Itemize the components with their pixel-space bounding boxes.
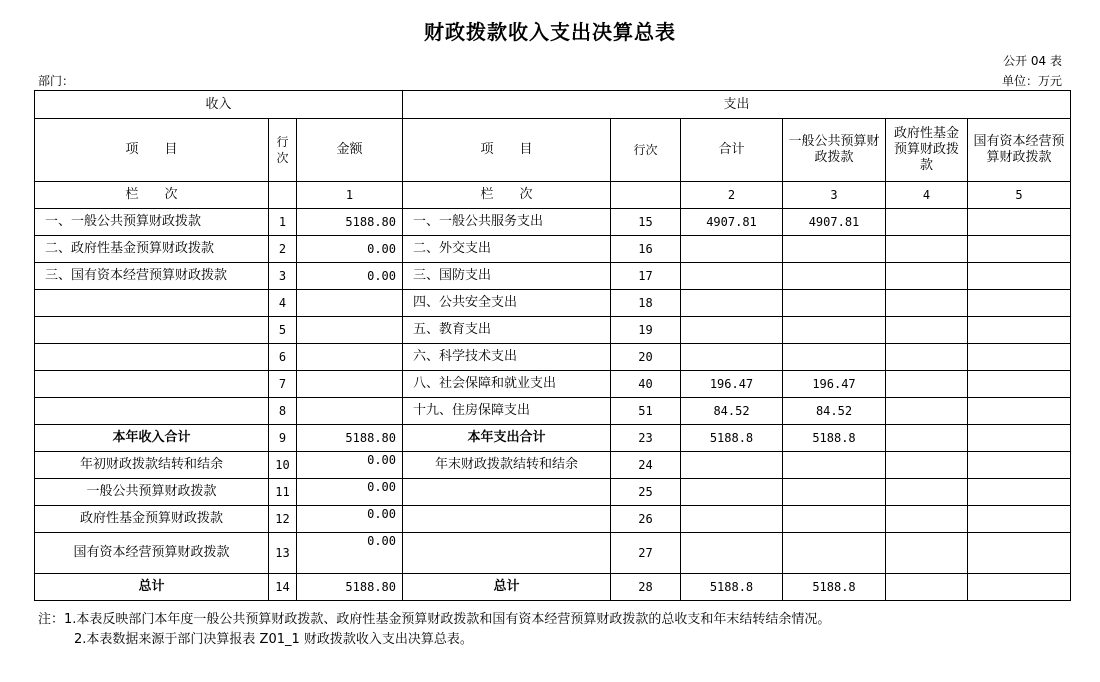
note-2: 2.本表数据来源于部门决算报表 Z01_1 财政拨款收入支出决算总表。 bbox=[74, 632, 473, 647]
table-row bbox=[35, 371, 1071, 398]
department-label: 部门： bbox=[38, 74, 75, 88]
unit-label: 单位：万元 bbox=[1001, 74, 1062, 88]
cell-fund bbox=[886, 317, 968, 344]
cell-in-item bbox=[35, 398, 269, 425]
cell-fund bbox=[886, 263, 968, 290]
cell-state bbox=[968, 290, 1071, 317]
cell-total bbox=[681, 533, 783, 574]
cell-in-item: 二、政府性基金预算财政拨款 bbox=[35, 236, 269, 263]
table-row bbox=[35, 574, 1071, 601]
cell-fund bbox=[886, 425, 968, 452]
col-number-1: 1 bbox=[297, 182, 403, 209]
cell-ex-no: 16 bbox=[611, 236, 681, 263]
cell-in-no: 11 bbox=[269, 479, 297, 506]
cell-ex-no: 26 bbox=[611, 506, 681, 533]
cell-in-amt bbox=[297, 398, 403, 425]
income-header: 收入 bbox=[35, 91, 403, 119]
col-label-right: 栏 次 bbox=[403, 182, 611, 209]
cell-ex-item: 三、国防支出 bbox=[403, 263, 611, 290]
fiscal-summary-table bbox=[34, 90, 1071, 601]
cell-fund bbox=[886, 533, 968, 574]
cell-in-no: 1 bbox=[269, 209, 297, 236]
cell-in-item bbox=[35, 317, 269, 344]
cell-fund bbox=[886, 398, 968, 425]
cell-ex-item bbox=[403, 533, 611, 574]
income-item-header: 项 目 bbox=[35, 119, 269, 182]
cell-ex-no: 40 bbox=[611, 371, 681, 398]
cell-in-amt bbox=[297, 290, 403, 317]
cell-general: 4907.81 bbox=[783, 209, 886, 236]
col-number-4: 4 bbox=[886, 182, 968, 209]
table-row bbox=[35, 506, 1071, 533]
cell-general bbox=[783, 479, 886, 506]
cell-total bbox=[681, 317, 783, 344]
cell-ex-no: 20 bbox=[611, 344, 681, 371]
cell-in-item: 总计 bbox=[35, 574, 269, 601]
cell-fund bbox=[886, 290, 968, 317]
cell-in-no: 8 bbox=[269, 398, 297, 425]
cell-state bbox=[968, 236, 1071, 263]
cell-general: 5188.8 bbox=[783, 425, 886, 452]
cell-in-amt: 5188.80 bbox=[297, 574, 403, 601]
cell-general bbox=[783, 317, 886, 344]
table-row bbox=[35, 479, 1071, 506]
table-row bbox=[35, 236, 1071, 263]
cell-general bbox=[783, 290, 886, 317]
cell-in-item: 一、一般公共预算财政拨款 bbox=[35, 209, 269, 236]
table-row bbox=[35, 452, 1071, 479]
cell-in-amt: 5188.80 bbox=[297, 209, 403, 236]
cell-in-no: 14 bbox=[269, 574, 297, 601]
cell-general: 84.52 bbox=[783, 398, 886, 425]
table-row bbox=[35, 344, 1071, 371]
cell-state bbox=[968, 506, 1071, 533]
cell-in-amt: 0.00 bbox=[297, 506, 403, 533]
cell-total: 4907.81 bbox=[681, 209, 783, 236]
cell-general bbox=[783, 506, 886, 533]
cell-in-amt: 0.00 bbox=[297, 452, 403, 479]
cell-in-item: 国有资本经营预算财政拨款 bbox=[35, 533, 269, 574]
cell-ex-item: 八、社会保障和就业支出 bbox=[403, 371, 611, 398]
expense-header: 支出 bbox=[403, 91, 1071, 119]
cell-fund bbox=[886, 236, 968, 263]
state-capital-header: 国有资本经营预算财政拨款 bbox=[968, 119, 1071, 182]
cell-fund bbox=[886, 371, 968, 398]
cell-in-amt: 0.00 bbox=[297, 263, 403, 290]
cell-state bbox=[968, 533, 1071, 574]
cell-in-amt: 0.00 bbox=[297, 479, 403, 506]
cell-ex-item: 年末财政拨款结转和结余 bbox=[403, 452, 611, 479]
cell-in-item bbox=[35, 344, 269, 371]
cell-ex-no: 15 bbox=[611, 209, 681, 236]
cell-fund bbox=[886, 479, 968, 506]
cell-general: 196.47 bbox=[783, 371, 886, 398]
cell-ex-no: 25 bbox=[611, 479, 681, 506]
cell-fund bbox=[886, 344, 968, 371]
cell-total bbox=[681, 344, 783, 371]
table-row bbox=[35, 398, 1071, 425]
cell-in-item: 本年收入合计 bbox=[35, 425, 269, 452]
cell-fund bbox=[886, 209, 968, 236]
table-row bbox=[35, 290, 1071, 317]
cell-fund bbox=[886, 506, 968, 533]
cell-in-amt bbox=[297, 317, 403, 344]
cell-ex-no: 19 bbox=[611, 317, 681, 344]
cell-general bbox=[783, 344, 886, 371]
cell-general bbox=[783, 236, 886, 263]
cell-ex-item: 二、外交支出 bbox=[403, 236, 611, 263]
income-line-no-header: 行次 bbox=[269, 119, 297, 182]
empty-cell bbox=[611, 182, 681, 209]
cell-ex-no: 17 bbox=[611, 263, 681, 290]
cell-total bbox=[681, 236, 783, 263]
cell-ex-item: 总计 bbox=[403, 574, 611, 601]
cell-state bbox=[968, 452, 1071, 479]
cell-in-item: 政府性基金预算财政拨款 bbox=[35, 506, 269, 533]
cell-ex-item: 一、一般公共服务支出 bbox=[403, 209, 611, 236]
notes bbox=[38, 610, 830, 650]
cell-state bbox=[968, 574, 1071, 601]
cell-in-amt: 0.00 bbox=[297, 236, 403, 263]
cell-total: 84.52 bbox=[681, 398, 783, 425]
fund-budget-header: 政府性基金预算财政拨款 bbox=[886, 119, 968, 182]
col-number-3: 3 bbox=[783, 182, 886, 209]
cell-in-item bbox=[35, 371, 269, 398]
cell-state bbox=[968, 209, 1071, 236]
cell-in-amt bbox=[297, 371, 403, 398]
cell-ex-item: 十九、住房保障支出 bbox=[403, 398, 611, 425]
empty-cell bbox=[269, 182, 297, 209]
col-label-left: 栏 次 bbox=[35, 182, 269, 209]
cell-in-amt: 5188.80 bbox=[297, 425, 403, 452]
cell-in-no: 9 bbox=[269, 425, 297, 452]
cell-in-item: 年初财政拨款结转和结余 bbox=[35, 452, 269, 479]
cell-state bbox=[968, 344, 1071, 371]
cell-state bbox=[968, 263, 1071, 290]
cell-ex-item: 四、公共安全支出 bbox=[403, 290, 611, 317]
table-row bbox=[35, 533, 1071, 574]
cell-ex-item bbox=[403, 506, 611, 533]
cell-state bbox=[968, 317, 1071, 344]
general-budget-header: 一般公共预算财政拨款 bbox=[783, 119, 886, 182]
cell-ex-no: 27 bbox=[611, 533, 681, 574]
cell-in-no: 7 bbox=[269, 371, 297, 398]
note-1: 注：1.本表反映部门本年度一般公共预算财政拨款、政府性基金预算财政拨款和国有资本经营预算财政拨款的总收支和年末结转结余情况。 bbox=[38, 612, 831, 627]
cell-in-no: 12 bbox=[269, 506, 297, 533]
cell-in-amt bbox=[297, 344, 403, 371]
cell-in-no: 13 bbox=[269, 533, 297, 574]
cell-in-no: 6 bbox=[269, 344, 297, 371]
cell-in-no: 4 bbox=[269, 290, 297, 317]
cell-in-no: 5 bbox=[269, 317, 297, 344]
table-row bbox=[35, 317, 1071, 344]
cell-total bbox=[681, 452, 783, 479]
report-title: 财政拨款收入支出决算总表 bbox=[424, 20, 676, 44]
cell-state bbox=[968, 398, 1071, 425]
cell-in-amt: 0.00 bbox=[297, 533, 403, 574]
table-row bbox=[35, 425, 1071, 452]
table-body bbox=[35, 209, 1071, 601]
cell-general bbox=[783, 533, 886, 574]
cell-in-item bbox=[35, 290, 269, 317]
cell-general: 5188.8 bbox=[783, 574, 886, 601]
cell-total bbox=[681, 506, 783, 533]
table-row bbox=[35, 209, 1071, 236]
cell-state bbox=[968, 425, 1071, 452]
cell-general bbox=[783, 263, 886, 290]
cell-in-no: 10 bbox=[269, 452, 297, 479]
cell-fund bbox=[886, 574, 968, 601]
cell-general bbox=[783, 452, 886, 479]
cell-ex-no: 51 bbox=[611, 398, 681, 425]
cell-ex-no: 28 bbox=[611, 574, 681, 601]
cell-total bbox=[681, 479, 783, 506]
cell-total: 5188.8 bbox=[681, 425, 783, 452]
cell-ex-no: 18 bbox=[611, 290, 681, 317]
amount-header: 金额 bbox=[297, 119, 403, 182]
cell-fund bbox=[886, 452, 968, 479]
cell-state bbox=[968, 479, 1071, 506]
cell-total: 196.47 bbox=[681, 371, 783, 398]
cell-ex-item: 本年支出合计 bbox=[403, 425, 611, 452]
expense-item-header: 项 目 bbox=[403, 119, 611, 182]
expense-line-no-header: 行次 bbox=[611, 119, 681, 182]
cell-in-no: 3 bbox=[269, 263, 297, 290]
col-number-5: 5 bbox=[968, 182, 1071, 209]
col-number-2: 2 bbox=[681, 182, 783, 209]
form-code: 公开 04 表 bbox=[1003, 54, 1062, 68]
cell-total bbox=[681, 263, 783, 290]
cell-in-item: 三、国有资本经营预算财政拨款 bbox=[35, 263, 269, 290]
cell-state bbox=[968, 371, 1071, 398]
cell-ex-item: 五、教育支出 bbox=[403, 317, 611, 344]
cell-in-item: 一般公共预算财政拨款 bbox=[35, 479, 269, 506]
cell-total: 5188.8 bbox=[681, 574, 783, 601]
cell-ex-item: 六、科学技术支出 bbox=[403, 344, 611, 371]
cell-ex-no: 24 bbox=[611, 452, 681, 479]
table-row bbox=[35, 263, 1071, 290]
cell-total bbox=[681, 290, 783, 317]
total-header: 合计 bbox=[681, 119, 783, 182]
cell-in-no: 2 bbox=[269, 236, 297, 263]
cell-ex-item bbox=[403, 479, 611, 506]
cell-ex-no: 23 bbox=[611, 425, 681, 452]
